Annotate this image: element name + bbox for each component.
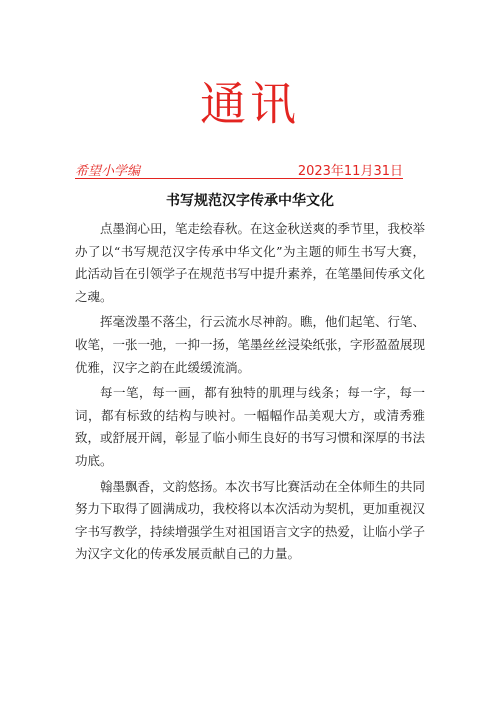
article-title: 书写规范汉字传承中华文化 <box>166 193 334 209</box>
article-body <box>75 218 425 569</box>
article-paragraph: 点墨润心田，笔走绘春秋。在这金秋送爽的季节里，我校举办了以“书写规范汉字传承中华文化”为主题的师生书写大赛，此活动旨在引领学子在规范书写中提升素养，在笔墨间传承文化之魂。 <box>75 221 426 304</box>
article-paragraph: 翰墨飘香，文韵悠扬。本次书写比赛活动在全体师生的共同努力下取得了圆满成功，我校将以本次活动为契机，更加重视汉字书写教学，持续增强学生对祖国语言文字的热爱，让临小学子为汉字文化的传承发展贡献自己的力量。 <box>75 478 426 562</box>
article-paragraph: 每一笔，每一画，都有独特的肌理与线条；每一字，每一词，都有标致的结构与映衬。一幅幅作品美观大方，或清秀雅致，或舒展开阔，彰显了临小师生良好的书写习惯和深厚的书法功底。 <box>75 385 426 468</box>
article-paragraph: 挥毫泼墨不落尘，行云流水尽神韵。瞧，他们起笔、行笔、收笔，一张一弛，一抑一扬，笔墨丝丝浸染纸张，字形盈盈展现优雅，汉字之韵在此缓缓流淌。 <box>75 314 426 375</box>
issue-date: 2023年11月31日 <box>297 164 403 179</box>
editor-label: 希望小学编 <box>75 164 141 179</box>
header-divider <box>75 178 403 179</box>
newsletter-masthead: 通讯 <box>200 77 300 131</box>
